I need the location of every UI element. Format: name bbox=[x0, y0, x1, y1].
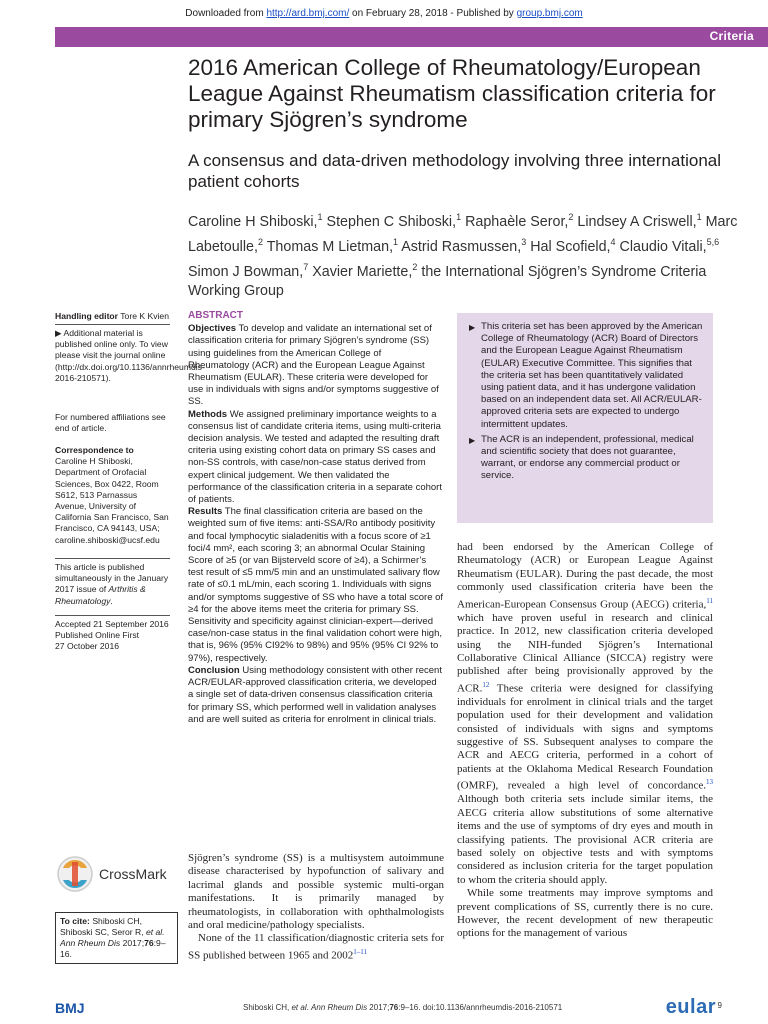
body-text: These criteria were designed for classifying individuals for enrolment in clinical trials and the target population used for their development and validation consisted of individuals with signs and symptoms suggestive of SS. Subsequent analyses to compare the ACR and AECG criteria, performed in a cohort of patients at the Oklahoma Medical Research Foundation (OMRF), revealed a high level of concordance. bbox=[457, 682, 713, 792]
abstract-section-text: The final classification criteria are based on the weighted sum of five items: anti-SSA/Ro antibody positivity and focal lymphocytic sialadenitis with a focus score of ≥1 foci/4 mm², each scoring 3; an abnormal Ocular Staining Score of ≥5 (or van Bijsterveld score of ≥4), a Schirmer’s test result of ≤5 mm/5 min and an unstimulated salivary flow rate of ≤0.1 mL/min, each scoring 1. Individuals with signs and/or symptoms suggestive of SS who have a total score of ≥4 for the above items meet the criteria for primary SS. Sensitivity and specificity against clinician-expert—derived case/non-case status in the final validation cohort were high, that is, 96% (95% CI92% to 98%) and 95% (95% CI 92% to 97%), respectively. bbox=[188, 506, 444, 664]
section-label: Criteria bbox=[709, 29, 754, 43]
abstract-section-text: Using methodology consistent with other recent ACR/EULAR-approved classification criteria, we developed a single set of data-driven consensus classification criteria for primary SS, which performed well in validation analyses and are well suited as criteria for enrolment in clinical trials. bbox=[188, 664, 442, 725]
footer-cite-part: . bbox=[306, 1003, 312, 1012]
article-title: 2016 American College of Rheumatology/European League Against Rheumatism classification criteria for primary Sjögren’s syndrome bbox=[188, 55, 716, 132]
abstract-heading: ABSTRACT bbox=[188, 310, 243, 321]
cite-text: Shiboski CH, Shiboski SC, Seror R, bbox=[60, 916, 146, 937]
author-name: Caroline H Shiboski, bbox=[188, 213, 318, 230]
body-text: Although both criteria sets include similar items, the AECG criteria allow substitutions of some alternative items and the use of symptoms of dry eyes and mouth in classifying patients. The provisional ACR criteria are based solely on objective tests and with symptoms considered as inclusion criteria for the target population to whom the criteria should apply. bbox=[457, 793, 713, 886]
citation-box bbox=[55, 912, 178, 964]
approval-infobox bbox=[457, 313, 713, 523]
author-name: Claudio Vitali, bbox=[619, 238, 707, 255]
footer-cite-volume: 76 bbox=[389, 1003, 399, 1012]
footer-cite-part: Shiboski CH, bbox=[243, 1003, 292, 1012]
eular-logo: eular bbox=[665, 996, 716, 1018]
simultaneous-note bbox=[55, 562, 170, 607]
cite-journal: Ann Rheum Dis bbox=[60, 938, 121, 948]
author-affiliation: 5,6 bbox=[706, 236, 720, 247]
published-date: 27 October 2016 bbox=[55, 641, 120, 652]
abstract-section bbox=[188, 506, 444, 665]
author-name: Hal Scofield, bbox=[530, 238, 611, 255]
sidebar-rule bbox=[55, 324, 170, 325]
author-affiliation: 1 bbox=[696, 212, 702, 222]
download-middle: on February 28, 2018 - Published by bbox=[349, 8, 517, 19]
group-bmj-link[interactable]: group.bmj.com bbox=[516, 8, 583, 19]
author-affiliation: 4 bbox=[610, 236, 616, 247]
crossmark-logo[interactable] bbox=[55, 852, 175, 912]
triangle-bullet-icon: ▶ bbox=[469, 435, 476, 445]
handling-editor-label: Handling editor bbox=[55, 311, 119, 321]
cite-etal: et al. bbox=[145, 927, 165, 937]
ard-link[interactable]: http://ard.bmj.com/ bbox=[266, 8, 350, 19]
author-name: Thomas M Lietman, bbox=[266, 238, 394, 255]
sidebar-rule-3 bbox=[55, 615, 170, 616]
author-affiliation: 1 bbox=[456, 212, 462, 222]
footer-cite-part: 2017; bbox=[367, 1003, 390, 1012]
abstract-section-label: Conclusion bbox=[188, 664, 240, 676]
infobox-text: This criteria set has been approved by the American College of Rheumatology (ACR) Board of Directors and the European League Against Rheumatism (EULAR) Executive Committee. This signifies that the criteria set has been quantitatively validated using patient data, and it has undergone validation based on an independent data set. All ACR/EULAR-approved criteria sets are expected to undergo intermittent updates. bbox=[481, 321, 703, 430]
footer-cite-journal: Ann Rheum Dis bbox=[311, 1003, 368, 1012]
supplementary-note: ▶ Additional material is published online only. To view please visit the journal online (http://dx.doi.org/10.1136/annrheumdis-2016-210571). bbox=[55, 328, 205, 383]
infobox-item bbox=[469, 434, 703, 483]
author-name: Simon J Bowman, bbox=[188, 263, 304, 280]
body-paragraph: Sjögren’s syndrome (SS) is a multisystem autoimmune disease characterised by hypofunction of salivary and lacrimal glands and possible systemic multi-organ manifestations. It is primarily managed by rheumatologists, in collaboration with ophthalmologists and oral medicine/pathology specialists. bbox=[188, 852, 444, 932]
affiliations-note: For numbered affiliations see end of article. bbox=[55, 412, 166, 434]
correspondence-address: Caroline H Shiboski, Department of Orofacial Sciences, Box 0422, Room S612, 513 Parnassus Avenue, University of California San Francisco, San Francisco, CA 94143, USA; caroline.shiboski@ucsf.edu bbox=[55, 456, 169, 545]
author-name: Raphaèle Seror, bbox=[465, 213, 569, 230]
author-affiliation: 1 bbox=[317, 212, 323, 222]
crossmark-icon bbox=[55, 852, 175, 912]
abstract-section bbox=[188, 409, 444, 507]
page-footer bbox=[55, 996, 768, 1020]
author-affiliation: 2 bbox=[568, 212, 574, 222]
reference-link[interactable]: 12 bbox=[482, 680, 490, 689]
correspondence-label: Correspondence to bbox=[55, 445, 134, 455]
author-affiliation: 2 bbox=[412, 261, 418, 272]
cite-pages: :9–16. bbox=[60, 938, 166, 959]
cite-year: 2017; bbox=[120, 938, 145, 948]
author-name: Lindsey A Criswell, bbox=[577, 213, 697, 230]
author-affiliation: 3 bbox=[521, 236, 527, 247]
author-affiliation: 7 bbox=[303, 261, 309, 272]
abstract-section-label: Objectives bbox=[188, 323, 237, 335]
page-number: 9 bbox=[717, 1001, 722, 1010]
body-right-column bbox=[457, 541, 713, 941]
cite-label: To cite: bbox=[60, 916, 90, 926]
author-name: the International Sjögren’s Syndrome Criteria Working Group bbox=[188, 263, 707, 300]
correspondence bbox=[55, 445, 170, 546]
simultaneous-text: This article is published simultaneously in the January 2017 issue of bbox=[55, 562, 169, 595]
reference-link[interactable]: 1–11 bbox=[353, 947, 368, 956]
infobox-text: The ACR is an independent, professional, medical and scientific society that does not guarantee, warrant, or endorse any commercial product or service. bbox=[481, 433, 694, 482]
simultaneous-end: . bbox=[110, 595, 113, 606]
reference-link[interactable]: 13 bbox=[706, 778, 713, 787]
abstract-section bbox=[188, 665, 444, 726]
download-notice bbox=[0, 8, 768, 19]
abstract bbox=[188, 310, 444, 726]
footer-cite-etal: et al bbox=[291, 1003, 307, 1012]
author-name: Astrid Rasmussen, bbox=[401, 238, 522, 255]
author-affiliation: 1 bbox=[393, 236, 399, 247]
crossmark-label: CrossMark bbox=[99, 866, 167, 882]
section-bar bbox=[55, 27, 768, 47]
handling-editor-name: Tore K Kvien bbox=[120, 311, 169, 321]
body-text: had been endorsed by the American College of Rheumatology (ACR) or European League Against Rheumatism (EULAR). During the past decade, the most commonly used classification criteria have been the American-European Consensus Group (AECG) criteria, bbox=[457, 541, 713, 611]
simultaneous-journal: Arthritis & Rheumatology bbox=[55, 584, 146, 606]
body-text: which have proven useful in research and clinical practice. In 2012, new classification criteria developed using the NIH-funded Sjögren’s International Collaborative Clinical Alliance (SICCA) registry were published after being provisionally approved by the ACR. bbox=[457, 611, 713, 695]
handling-editor bbox=[55, 311, 170, 322]
sidebar-rule-2 bbox=[55, 558, 170, 559]
body-paragraph: While some treatments may improve symptoms and prevent complications of SS, currently there is no cure. However, the recent development of new therapeutic options for the management of various bbox=[457, 887, 713, 940]
bmj-logo: BMJ bbox=[55, 1000, 85, 1016]
reference-link[interactable]: 11 bbox=[706, 596, 713, 605]
abstract-section-label: Methods bbox=[188, 408, 228, 420]
accepted-date: Accepted 21 September 2016 bbox=[55, 619, 169, 629]
dates bbox=[55, 619, 170, 653]
author-affiliation: 2 bbox=[257, 236, 263, 247]
infobox-item bbox=[469, 321, 703, 431]
body-left-column bbox=[188, 852, 444, 963]
footer-citation bbox=[243, 1003, 562, 1012]
abstract-section bbox=[188, 323, 444, 408]
published-label: Published Online First bbox=[55, 630, 140, 641]
footer-cite-doi: :9–16. doi:10.1136/annrheumdis-2016-210571 bbox=[398, 1003, 563, 1012]
author-name: Stephen C Shiboski, bbox=[326, 213, 457, 230]
author-name: Xavier Mariette, bbox=[312, 263, 413, 280]
triangle-bullet-icon: ▶ bbox=[469, 323, 476, 332]
author-list bbox=[188, 207, 748, 301]
cite-volume: 76 bbox=[144, 938, 154, 948]
abstract-sections bbox=[188, 323, 444, 726]
abstract-section-text: We assigned preliminary importance weights to a consensus list of candidate criteria items, using multi-criteria decision analysis. We tested and adapted the resulting draft criteria using existing cohort data on primary SS cases and non-SS controls, with case/non-case status derived from expert clinical judgement. We then validated the performance of the classification criteria in a separate cohort of patients. bbox=[188, 408, 442, 506]
abstract-section-label: Results bbox=[188, 506, 223, 518]
author-name: Marc Labetoulle, bbox=[188, 213, 738, 255]
download-prefix: Downloaded from bbox=[185, 8, 267, 19]
body-text: None of the 11 classification/diagnostic criteria sets for SS published between 1965 and 2002 bbox=[188, 932, 444, 962]
body-paragraph bbox=[457, 541, 713, 887]
abstract-section-text: To develop and validate an international set of classification criteria for primary Sjögren’s syndrome (SS) using guidelines from the American College of Rheumatology (ACR) and the European League Against Rheumatism (EULAR). These criteria were developed for use in individuals with signs and/or symptoms suggestive of SS. bbox=[188, 323, 439, 408]
body-paragraph bbox=[188, 932, 444, 962]
article-subtitle: A consensus and data-driven methodology involving three international patient cohorts bbox=[188, 151, 722, 191]
